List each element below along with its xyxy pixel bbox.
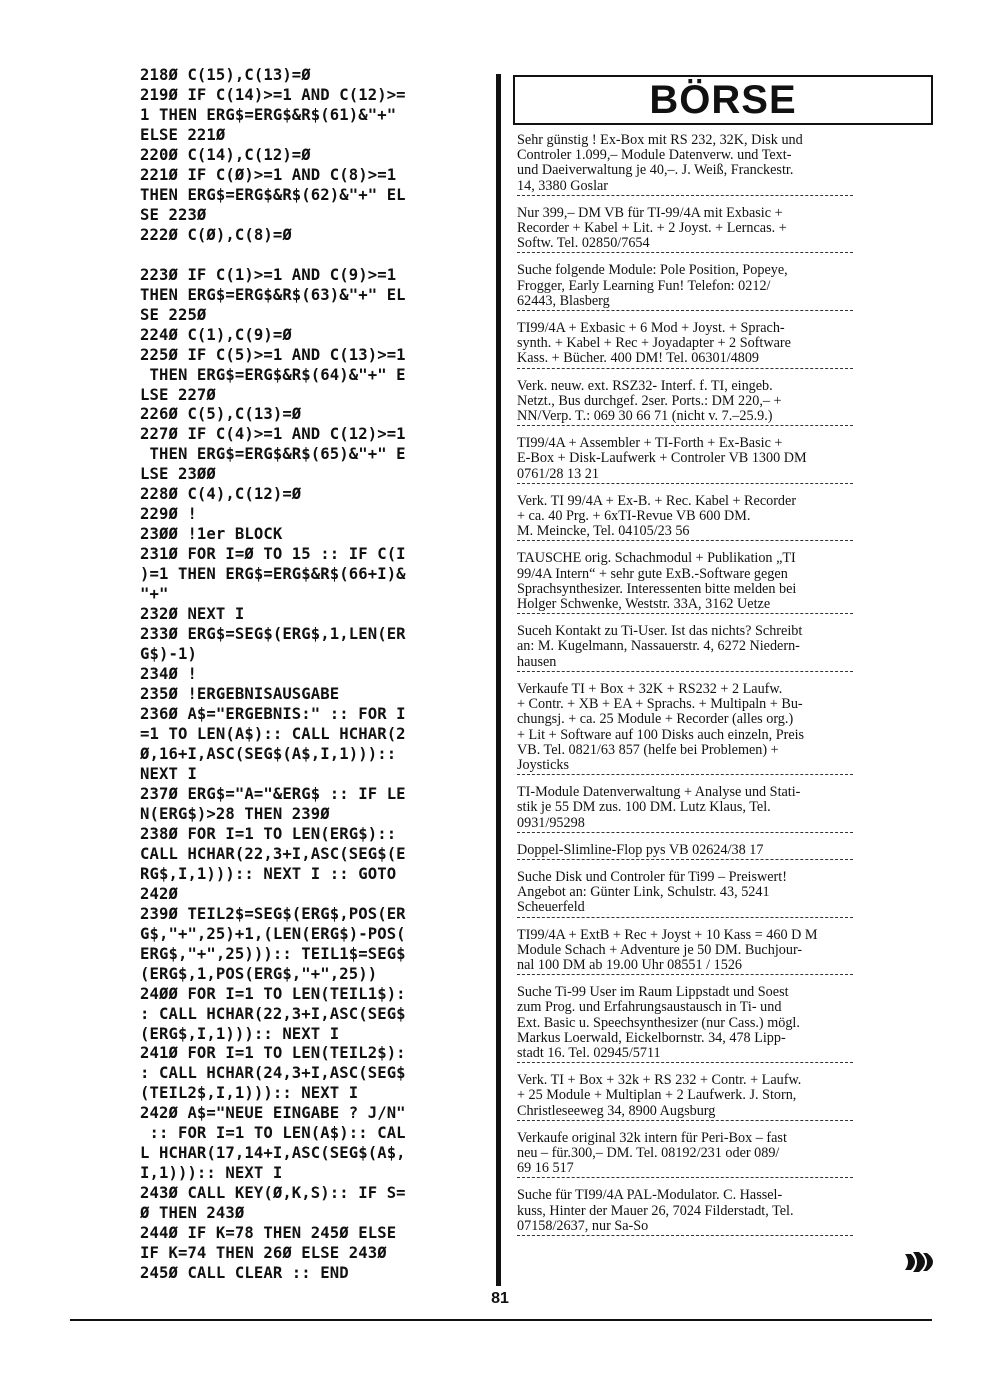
ad-separator <box>517 483 853 484</box>
section-title: BÖRSE <box>649 78 797 122</box>
code-line: 225Ø IF C(5)>=1 AND C(13)>=1 <box>140 345 406 364</box>
ad-text-line: Markus Loerwald, Eickelbornstr. 34, 478 Lipp- <box>517 1029 786 1046</box>
ad-text-line: Angebot an: Günter Link, Schulstr. 43, 5241 <box>517 884 770 901</box>
basic-code-listing <box>140 66 485 1284</box>
code-line: SE 223Ø <box>140 205 207 224</box>
ad-text-line: + 25 Module + Multiplan + 2 Laufwerk. J. Storn, <box>517 1087 797 1104</box>
code-line: 243Ø CALL KEY(Ø,K,S):: IF S= <box>140 1184 406 1203</box>
ad-separator <box>517 774 853 775</box>
ad-separator <box>517 832 853 833</box>
ad-text-line: und Daeiverwaltung je 40,–. J. Weiß, Franckestr. <box>517 162 794 179</box>
ad-text-line: Scheuerfeld <box>517 899 585 916</box>
ad-text-line: Frogger, Early Learning Fun! Telefon: 0212/ <box>517 277 771 294</box>
ad-separator <box>517 1120 853 1121</box>
ad-separator <box>517 917 853 918</box>
code-line: I,1))):: NEXT I <box>140 1164 283 1183</box>
ad-text-line: NN/Verp. T.: 069 30 66 71 (nicht v. 7.–25.9.) <box>517 408 773 425</box>
code-line: 233Ø ERG$=SEG$(ERG$,1,LEN(ER <box>140 625 406 644</box>
ad-text-line: 07158/2637, nur Sa-So <box>517 1217 649 1234</box>
code-line: )=1 THEN ERG$=ERG$&R$(66+I)& <box>140 565 406 584</box>
ad-text-line: 0931/95298 <box>517 814 585 831</box>
code-line: ERG$,"+",25))):: TEIL1$=SEG$ <box>140 944 406 963</box>
ad-separator <box>517 540 853 541</box>
code-line: 235Ø !ERGEBNISAUSGABE <box>140 685 340 704</box>
ad-text-line: E-Box + Disk-Laufwerk + Controler VB 1300 DM <box>517 450 807 467</box>
ad-text-line: synth. + Kabel + Rec + Joyadapter + 2 Software <box>517 335 791 352</box>
ad-separator <box>517 859 853 860</box>
code-line: 242Ø <box>140 884 178 903</box>
classified-ad <box>517 321 857 367</box>
ad-text-line: 99/4A Intern“ + sehr gute ExB.-Software gegen <box>517 565 788 582</box>
code-line: L HCHAR(17,14+I,ASC(SEG$(A$, <box>140 1144 406 1163</box>
classified-ad <box>517 843 857 858</box>
code-line: NEXT I <box>140 764 197 783</box>
ad-text-line: 0761/28 13 21 <box>517 465 599 482</box>
ad-text-line: + Contr. + XB + EA + Sprachs. + Multipaln + Bu- <box>517 696 803 713</box>
footer-rule <box>70 1319 932 1321</box>
classified-ad <box>517 985 857 1061</box>
ad-text-line: Joysticks <box>517 756 570 773</box>
ad-text-line: Sprachsynthesizer. Interessenten bitte melden bei <box>517 580 797 597</box>
ad-text-line: Netzt., Bus durchgef. 2ser. Ports.: DM 220,– + <box>517 392 782 409</box>
classified-ad <box>517 436 857 482</box>
ad-text-line: Sehr günstig ! Ex-Box mit RS 232, 32K, Disk und <box>517 132 803 148</box>
ad-text-line: + Lit + Software auf 100 Disks auch einzeln, Preis <box>517 726 805 743</box>
classified-ad <box>517 551 857 612</box>
code-line: N(ERG$)>28 THEN 239Ø <box>140 804 330 823</box>
ad-text-line: kuss, Hinter der Mauer 26, 7024 Filderstadt, Tel. <box>517 1202 794 1219</box>
code-line: 218Ø C(15),C(13)=Ø <box>140 66 311 84</box>
ad-text-line: hausen <box>517 653 557 670</box>
code-line: (ERG$,1,POS(ERG$,"+",25)) <box>140 964 378 983</box>
ad-separator <box>517 425 853 426</box>
code-line: 219Ø IF C(14)>=1 AND C(12)>= <box>140 85 406 104</box>
ad-text-line: Nur 399,– DM VB für TI-99/4A mit Exbasic + <box>517 204 783 221</box>
code-line: 23ØØ !1er BLOCK <box>140 525 283 544</box>
section-title-box <box>513 75 933 125</box>
code-line: : CALL HCHAR(22,3+I,ASC(SEG$ <box>140 1004 406 1023</box>
code-line: Ø THEN 243Ø <box>140 1204 245 1223</box>
code-line: 222Ø C(Ø),C(8)=Ø <box>140 225 292 244</box>
code-line: 237Ø ERG$="A="&ERG$ :: IF LE <box>140 784 406 803</box>
code-line: THEN ERG$=ERG$&R$(62)&"+" EL <box>140 185 406 204</box>
ad-text-line: chungsj. + ca. 25 Module + Recorder (alles org.) <box>517 711 794 728</box>
ad-text-line: Recorder + Kabel + Lit. + 2 Joyst. + Lerncas. + <box>517 220 787 237</box>
ad-text-line: Suche folgende Module: Pole Position, Popeye, <box>517 262 788 279</box>
code-line: ELSE 221Ø <box>140 125 226 144</box>
ad-separator <box>517 310 853 311</box>
ad-text-line: Suceh Kontakt zu Ti-User. Ist das nichts? Schreibt <box>517 623 803 640</box>
classified-ad <box>517 870 857 916</box>
code-line: 232Ø NEXT I <box>140 605 245 624</box>
code-line: (TEIL2$,I,1))):: NEXT I <box>140 1084 359 1103</box>
code-line: 244Ø IF K=78 THEN 245Ø ELSE <box>140 1224 397 1243</box>
code-line: G$,"+",25)+1,(LEN(ERG$)-POS( <box>140 924 406 943</box>
ad-text-line: Verkaufe original 32k intern für Peri-Box – fast <box>517 1129 787 1146</box>
classified-ads-list <box>513 133 933 1236</box>
ad-text-line: Softw. Tel. 02850/7654 <box>517 235 650 252</box>
code-line: 220Ø C(14),C(12)=Ø <box>140 145 311 164</box>
code-line: : CALL HCHAR(24,3+I,ASC(SEG$ <box>140 1064 406 1083</box>
code-line: 238Ø FOR I=1 TO LEN(ERG$):: <box>140 824 397 843</box>
code-line: 228Ø C(4),C(12)=Ø <box>140 485 302 504</box>
classified-ad <box>517 682 857 773</box>
ad-separator <box>517 613 853 614</box>
classified-ad <box>517 1188 857 1234</box>
ad-text-line: + ca. 40 Prg. + 6xTI-Revue VB 600 DM. <box>517 508 751 525</box>
ad-text-line: stik je 55 DM zus. 100 DM. Lutz Klaus, Tel. <box>517 799 771 816</box>
ad-text-line: 62443, Blasberg <box>517 292 610 309</box>
ad-text-line: Verk. TI 99/4A + Ex-B. + Rec. Kabel + Recorder <box>517 492 797 509</box>
code-line: "+" <box>140 585 169 604</box>
code-line: G$)-1) <box>140 645 197 664</box>
code-line: 242Ø A$="NEUE EINGABE ? J/N" <box>140 1104 406 1123</box>
classifieds-column <box>513 75 933 1246</box>
ad-text-line: Ext. Basic u. Speechsynthesizer (nur Cass.) mögl. <box>517 1014 800 1031</box>
code-line: 1 THEN ERG$=ERG$&R$(61)&"+" <box>140 105 397 124</box>
code-line: 236Ø A$="ERGEBNIS:" :: FOR I <box>140 705 406 723</box>
classified-ad <box>517 624 857 670</box>
code-line: 226Ø C(5),C(13)=Ø <box>140 405 302 424</box>
ad-separator <box>517 1177 853 1178</box>
classified-ad <box>517 206 857 252</box>
ad-separator <box>517 252 853 253</box>
ad-separator <box>517 368 853 369</box>
ad-text-line: TI99/4A + ExtB + Rec + Joyst + 10 Kass = 460 D M <box>517 926 818 943</box>
ad-separator <box>517 671 853 672</box>
page-number: 81 <box>491 1290 509 1307</box>
ad-text-line: Verkaufe TI + Box + 32K + RS232 + 2 Laufw. <box>517 680 783 697</box>
ad-text-line: 14, 3380 Goslar <box>517 177 609 194</box>
code-line: LSE 227Ø <box>140 385 216 404</box>
code-line: CALL HCHAR(22,3+I,ASC(SEG$(E <box>140 844 406 863</box>
code-line: :: FOR I=1 TO LEN(A$):: CAL <box>140 1124 406 1143</box>
code-line: 241Ø FOR I=1 TO LEN(TEIL2$): <box>140 1044 406 1063</box>
ad-text-line: Module Schach + Adventure je 50 DM. Buchjour- <box>517 941 803 958</box>
code-line: 229Ø ! <box>140 505 197 524</box>
classified-ad <box>517 785 857 831</box>
ad-text-line: Kass. + Bücher. 400 DM! Tel. 06301/4809 <box>517 350 760 367</box>
code-line: THEN ERG$=ERG$&R$(63)&"+" EL <box>140 285 406 304</box>
ad-separator <box>517 195 853 196</box>
code-line: IF K=74 THEN 26Ø ELSE 243Ø <box>140 1244 387 1263</box>
ad-text-line: Holger Schwenke, Weststr. 33A, 3162 Uetze <box>517 596 771 613</box>
code-line: 223Ø IF C(1)>=1 AND C(9)>=1 <box>140 265 397 284</box>
ad-text-line: TAUSCHE orig. Schachmodul + Publikation „TI <box>517 550 796 567</box>
code-line: THEN ERG$=ERG$&R$(64)&"+" E <box>140 365 406 384</box>
ad-text-line: an: M. Kugelmann, Nassauerstr. 4, 6272 Niedern- <box>517 638 800 655</box>
ad-separator <box>517 1235 853 1236</box>
classified-ad <box>517 263 857 309</box>
column-divider <box>496 74 501 1286</box>
classified-ad <box>517 379 857 425</box>
double-arrow-right-icon <box>905 1252 939 1272</box>
code-line: 224Ø C(1),C(9)=Ø <box>140 325 292 344</box>
classified-ad <box>517 133 857 194</box>
code-line: 24ØØ FOR I=1 TO LEN(TEIL1$): <box>140 984 406 1003</box>
classified-ad <box>517 928 857 974</box>
ad-text-line: neu – für.300,– DM. Tel. 08192/231 oder 089/ <box>517 1144 780 1161</box>
ad-text-line: Suche für TI99/4A PAL-Modulator. C. Hassel- <box>517 1187 783 1204</box>
code-line: (ERG$,I,1))):: NEXT I <box>140 1024 340 1043</box>
ad-text-line: TI99/4A + Assembler + TI-Forth + Ex-Basic + <box>517 435 783 452</box>
code-line: LSE 23ØØ <box>140 465 216 484</box>
ad-text-line: zum Prog. und Erfahrungsaustausch in Ti- und <box>517 999 782 1016</box>
ad-text-line: Controler 1.099,– Module Datenverw. und Text- <box>517 147 792 164</box>
ad-text-line: Doppel-Slimline-Flop pys VB 02624/38 17 <box>517 841 764 858</box>
ad-text-line: Verk. neuw. ext. RSZ32- Interf. f. TI, eingeb. <box>517 377 773 394</box>
code-line: 221Ø IF C(Ø)>=1 AND C(8)>=1 <box>140 165 397 184</box>
ad-text-line: TI99/4A + Exbasic + 6 Mod + Joyst. + Sprach- <box>517 320 785 337</box>
code-line <box>140 246 485 266</box>
code-line: 231Ø FOR I=Ø TO 15 :: IF C(I <box>140 545 406 564</box>
ad-text-line: stadt 16. Tel. 02945/5711 <box>517 1044 661 1061</box>
code-line: Ø,16+I,ASC(SEG$(A$,I,1))):: <box>140 744 406 763</box>
ad-text-line: M. Meincke, Tel. 04105/23 56 <box>517 523 690 540</box>
code-line: 239Ø TEIL2$=SEG$(ERG$,POS(ER <box>140 904 406 923</box>
classified-ad <box>517 1073 857 1119</box>
ad-text-line: TI-Module Datenverwaltung + Analyse und Stati- <box>517 784 801 801</box>
ad-text-line: 69 16 517 <box>517 1160 574 1177</box>
ad-text-line: VB. Tel. 0821/63 857 (helfe bei Problemen) + <box>517 741 779 758</box>
ad-separator <box>517 974 853 975</box>
classified-ad <box>517 1131 857 1177</box>
code-line: RG$,I,1))):: NEXT I :: GOTO <box>140 864 397 883</box>
ad-text-line: Suche Disk und Controler für Ti99 – Preiswert! <box>517 868 787 885</box>
code-line: SE 225Ø <box>140 305 207 324</box>
classified-ad <box>517 494 857 540</box>
ad-text-line: Christleseeweg 34, 8900 Augsburg <box>517 1102 716 1119</box>
ad-text-line: Suche Ti-99 User im Raum Lippstadt und Soest <box>517 984 789 1001</box>
code-line: THEN ERG$=ERG$&R$(65)&"+" E <box>140 445 406 464</box>
ad-text-line: nal 100 DM ab 19.00 Uhr 08551 / 1526 <box>517 956 743 973</box>
code-line: 245Ø CALL CLEAR :: END <box>140 1264 349 1283</box>
code-line: =1 TO LEN(A$):: CALL HCHAR(2 <box>140 724 406 743</box>
ad-separator <box>517 1062 853 1063</box>
code-line: 234Ø ! <box>140 665 197 684</box>
code-line: 227Ø IF C(4)>=1 AND C(12)>=1 <box>140 425 406 444</box>
ad-text-line: Verk. TI + Box + 32k + RS 232 + Contr. + Laufw. <box>517 1072 802 1089</box>
